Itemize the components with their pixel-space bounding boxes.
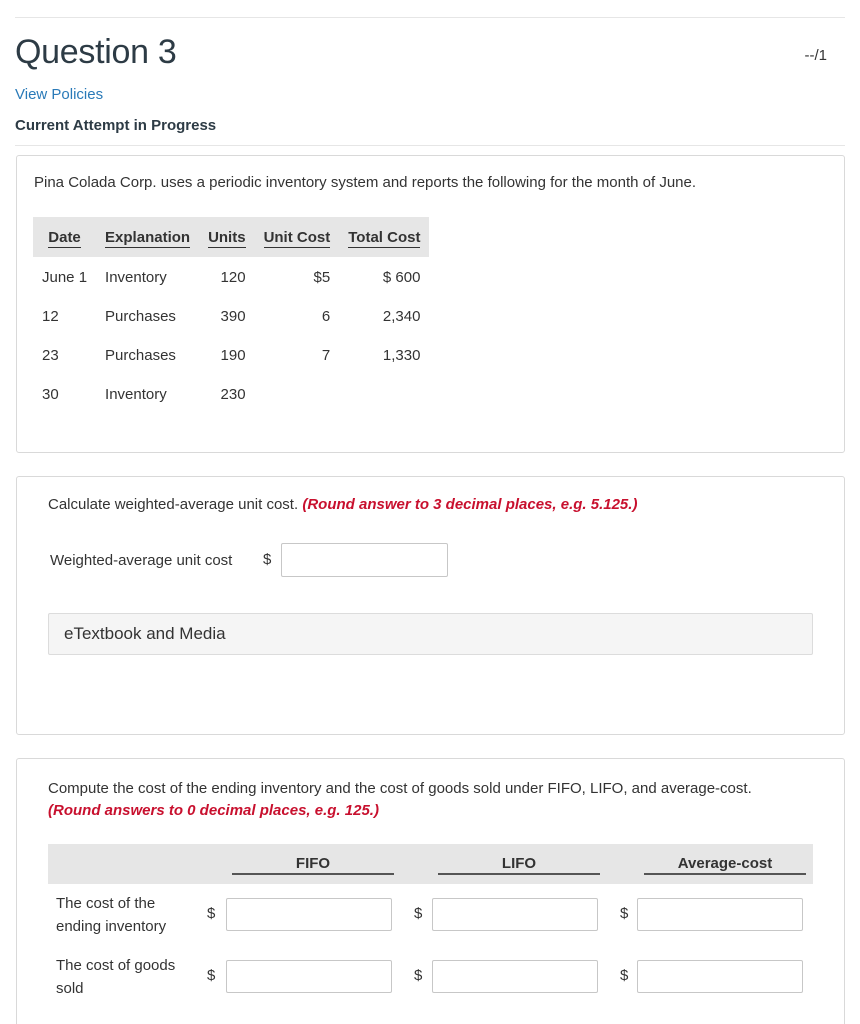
methods-header-row <box>48 844 813 884</box>
table-header-row <box>33 217 429 257</box>
part2-instruction: Compute the cost of the ending inventory and the cost of goods sold under FIFO, LIFO, and average-cost. (Round answers to 0 decimal places, e.g. 125.) <box>48 778 752 822</box>
lifo-cogs-input[interactable] <box>432 960 598 993</box>
header-date: Date <box>33 217 96 257</box>
fifo-ending-inventory-input[interactable] <box>226 898 392 931</box>
cell-explanation: Purchases <box>105 308 176 325</box>
currency-symbol: $ <box>620 905 629 922</box>
weighted-average-input[interactable] <box>281 543 448 577</box>
cell-explanation: Inventory <box>105 386 167 403</box>
currency-symbol: $ <box>414 905 423 922</box>
average-ending-inventory-input[interactable] <box>637 898 803 931</box>
inventory-table <box>33 217 429 414</box>
header-divider <box>15 145 845 146</box>
part1-panel <box>16 476 845 735</box>
problem-panel <box>16 155 845 453</box>
cell-date: 23 <box>42 347 59 364</box>
part2-rounding-note: (Round answers to 0 decimal places, e.g. 125.) <box>48 802 379 819</box>
cell-total-cost: 2,340 <box>382 308 421 325</box>
cell-units: 190 <box>220 347 246 364</box>
cell-unit-cost: 7 <box>321 347 331 364</box>
weighted-average-label: Weighted-average unit cost <box>50 552 233 569</box>
table-row <box>33 257 429 297</box>
currency-symbol: $ <box>263 551 272 568</box>
currency-symbol: $ <box>207 967 216 984</box>
cell-unit-cost: $5 <box>313 268 331 286</box>
top-divider <box>15 17 845 18</box>
currency-symbol: $ <box>414 967 423 984</box>
part1-instruction: Calculate weighted-average unit cost. (Round answer to 3 decimal places, e.g. 5.125.) <box>48 496 638 513</box>
average-cogs-input[interactable] <box>637 960 803 993</box>
cell-units: 120 <box>220 268 246 286</box>
cell-explanation: Inventory <box>105 268 167 286</box>
ending-inventory-label: The cost of the ending inventory <box>56 895 167 935</box>
table-row <box>33 375 429 414</box>
header-unit-cost: Unit Cost <box>255 217 340 257</box>
header-units: Units <box>199 217 255 257</box>
fifo-cogs-input[interactable] <box>226 960 392 993</box>
cell-explanation: Purchases <box>105 347 176 364</box>
cell-units: 390 <box>220 308 246 325</box>
part1-rounding-note: (Round answer to 3 decimal places, e.g. 5.125.) <box>302 496 638 513</box>
view-policies-link[interactable]: View Policies <box>15 86 104 103</box>
score-indicator: --/1 <box>804 47 827 64</box>
cell-date: 12 <box>42 308 59 325</box>
cell-total-cost: $ 600 <box>382 268 421 286</box>
cell-date: 30 <box>42 386 59 403</box>
table-row <box>33 297 429 336</box>
cell-units: 230 <box>220 386 246 403</box>
part2-panel <box>16 758 845 1024</box>
cell-total-cost: 1,330 <box>382 347 421 364</box>
column-fifo: FIFO <box>232 855 394 875</box>
etextbook-media-button[interactable]: eTextbook and Media <box>48 613 813 655</box>
lifo-ending-inventory-input[interactable] <box>432 898 598 931</box>
cell-date: June 1 <box>42 268 88 286</box>
problem-intro: Pina Colada Corp. uses a periodic inventory system and reports the following for the month of June. <box>34 174 697 191</box>
table-row <box>33 336 429 375</box>
column-lifo: LIFO <box>438 855 600 875</box>
currency-symbol: $ <box>207 905 216 922</box>
cogs-label: The cost of goods sold <box>56 957 176 997</box>
cell-total-cost <box>339 375 429 414</box>
header-total-cost: Total Cost <box>339 217 429 257</box>
attempt-status: Current Attempt in Progress <box>15 117 217 134</box>
question-title: Question 3 <box>15 33 177 71</box>
currency-symbol: $ <box>620 967 629 984</box>
cell-unit-cost <box>255 375 340 414</box>
header-explanation: Explanation <box>96 217 199 257</box>
column-average-cost: Average-cost <box>644 855 806 875</box>
cell-unit-cost: 6 <box>321 308 331 325</box>
